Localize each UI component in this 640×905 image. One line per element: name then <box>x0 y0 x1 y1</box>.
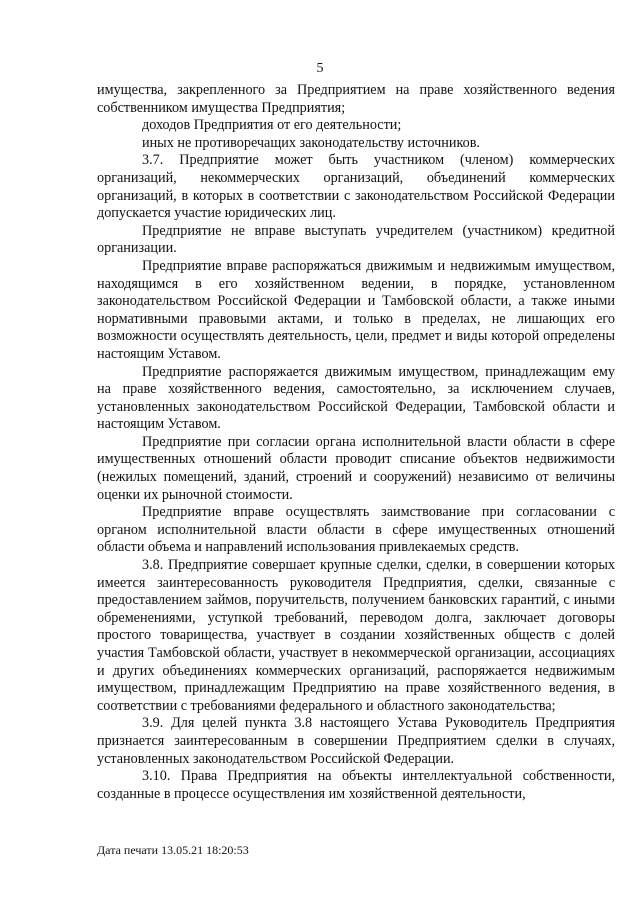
paragraph: иных не противоречащих законодательству источников. <box>142 134 480 151</box>
page-number: 5 <box>316 61 324 76</box>
paragraph: Предприятие не вправе выступать учредителем (участником) кредитной организации. <box>97 222 615 257</box>
paragraph: 3.9. Для целей пункта 3.8 настоящего Устава Руководитель Предприятия признается заинтересованным в совершении Предприятием сделки в случаях, установленных законодательством Российской Федерации. <box>97 715 615 767</box>
print-date-footer: Дата печати 13.05.21 18:20:53 <box>97 843 249 857</box>
paragraph: Предприятие вправе распоряжаться движимым и недвижимым имуществом, находящимся в его хозяйственном ведении, в порядке, установленном законодательством Российской Федерации и Тамбовской области, а также иными нормативными правовыми актами, и только в пределах, не лишающих его возможности осуществлять деятельность, цели, предмет и виды которой определены настоящим Уставом. <box>97 257 615 362</box>
paragraph: Предприятие вправе осуществлять заимствование при согласовании с органом исполнительной власти области в сфере имущественных отношений области объема и направлений использования привлекаемых средств. <box>97 504 615 556</box>
paragraph: 3.8. Предприятие совершает крупные сделки, сделки, в совершении которых имеется заинтересованность руководителя Предприятия, сделки, связанные с предоставлением займов, поручительств, получением банковских гарантий, с иными обременениями, уступкой требований, переводом долга, заключает договоры простого товарищества, участвует в создании хозяйственных обществ с долей участия Тамбовской области, участвует в некоммерческой организации, ассоциациях и других объединениях коммерческих организаций, распоряжается недвижимым имуществом, принадлежащим Предприятию на праве хозяйственного ведения, в соответствии с требованиями федерального и областного законодательства; <box>97 557 615 714</box>
paragraph: Предприятие при согласии органа исполнительной власти области в сфере имущественных отношений области проводит списание объектов недвижимости (нежилых помещений, зданий, строений и сооружений) независимо от величины оценки их рыночной стоимости. <box>97 433 615 503</box>
paragraph: доходов Предприятия от его деятельности; <box>142 117 402 134</box>
paragraph: Предприятие распоряжается движимым имуществом, принадлежащим ему на праве хозяйственного ведения, самостоятельно, за исключением случаев, установленных законодательством Российской Федерации, Тамбовской области и настоящим Уставом. <box>97 363 615 433</box>
document-body <box>97 82 615 803</box>
paragraph: 3.7. Предприятие может быть участником (членом) коммерческих организаций, некоммерческих организаций, объединений коммерческих организаций, в которых в соответствии с законодательством Российской Федерации допускается участие юридических лиц. <box>97 152 615 222</box>
paragraph: имущества, закрепленного за Предприятием на праве хозяйственного ведения собственником имущества Предприятия; <box>97 82 615 116</box>
paragraph: 3.10. Права Предприятия на объекты интеллектуальной собственности, созданные в процессе осуществления им хозяйственной деятельности, <box>97 768 615 802</box>
